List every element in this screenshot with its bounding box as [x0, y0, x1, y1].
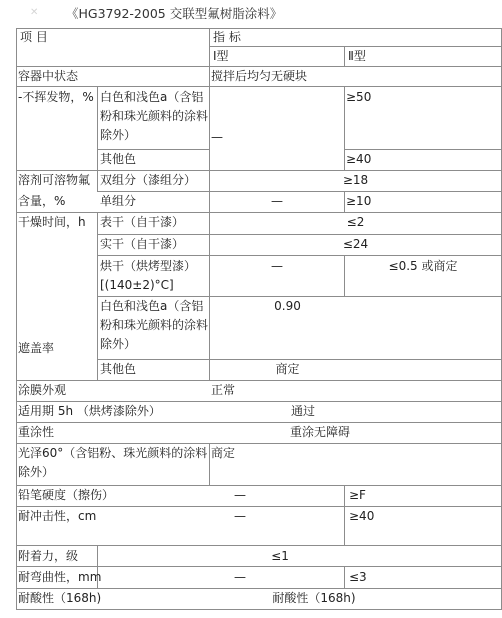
table-rule — [344, 86, 345, 170]
row-fluorine-type1: — — [271, 194, 283, 208]
row-fluorine-sub-two: 双组分（漆组分） — [100, 173, 197, 187]
row-gloss-value: 商定 — [211, 446, 236, 460]
table-rule — [344, 566, 345, 588]
row-nonvolatile-sub-other: 其他色 — [100, 152, 137, 166]
table-rule — [16, 545, 502, 546]
row-drying-bake-type2: ≤0.5 或商定 — [388, 259, 458, 273]
table-rule — [209, 443, 210, 485]
table-rule — [344, 191, 345, 212]
row-nonvolatile-type1: — — [211, 130, 223, 144]
row-bending-label: 耐弯曲性，mm — [18, 570, 102, 584]
row-recoat-label: 重涂性 — [18, 425, 55, 439]
row-pencil-type1: — — [234, 488, 246, 502]
row-fluorine-sub-one: 单组分 — [100, 194, 137, 208]
row-nonvolatile-type2-light: ≥50 — [346, 90, 372, 104]
document-title: 《HG3792-2005 交联型氟树脂涂料》 — [66, 6, 283, 21]
row-pencil-label: 铅笔硬度（擦伤） — [18, 488, 115, 502]
table-rule — [344, 485, 345, 545]
row-hiding-other-value: 商定 — [275, 362, 300, 376]
table-rule — [16, 28, 17, 609]
row-pencil-type2: ≥F — [349, 488, 366, 502]
row-pot-life-label: 适用期 5h （烘烤漆除外） — [18, 404, 161, 418]
row-acid-label: 耐酸性（168h) — [18, 591, 102, 605]
row-acid-value: 耐酸性（168h) — [272, 591, 356, 605]
table-rule — [16, 609, 502, 610]
row-container-state-value: 搅拌后均匀无硬块 — [211, 69, 308, 83]
row-hiding-sub-other: 其他色 — [100, 362, 137, 376]
row-drying-surface-value: ≤2 — [346, 215, 365, 229]
row-drying-hard: 实干（自干漆） — [100, 237, 185, 251]
row-fluorine-label-b: 含量，% — [18, 194, 66, 208]
row-bending-type1: — — [234, 570, 246, 584]
table-rule — [16, 380, 502, 381]
row-hiding-sub-light: 白色和浅色a（含铝粉和珠光颜料的涂料除外） — [100, 299, 209, 351]
header-item: 项 目 — [20, 30, 48, 44]
row-nonvolatile-label: -不挥发物，% — [18, 90, 94, 104]
table-rule — [16, 566, 502, 567]
row-impact-type2: ≥40 — [349, 509, 375, 523]
row-pot-life-value: 通过 — [290, 404, 315, 418]
row-nonvolatile-sub-light: 白色和浅色a（含铝粉和珠光颜料的涂料除外） — [100, 90, 209, 142]
row-recoat-value: 重涂无障碍 — [289, 425, 350, 439]
header-index: 指 标 — [213, 30, 241, 44]
row-drying-hard-value: ≤24 — [342, 237, 369, 251]
row-drying-bake-type1: — — [271, 259, 283, 273]
table-rule — [209, 86, 210, 380]
row-nonvolatile-type2-other: ≥40 — [346, 152, 372, 166]
row-impact-label: 耐冲击性，cm — [18, 509, 97, 523]
header-type-2: Ⅱ型 — [348, 49, 366, 63]
row-container-state-label: 容器中状态 — [18, 69, 79, 83]
header-type-1: Ⅰ型 — [213, 49, 229, 63]
row-fluorine-label-a: 溶剂可溶物氟 — [18, 173, 91, 187]
row-hiding-label: 遮盖率 — [18, 341, 55, 355]
row-appearance-value: 正常 — [211, 383, 236, 397]
row-bending-type2: ≤3 — [349, 570, 367, 584]
dropdown-mark-icon: ✕ — [30, 7, 39, 18]
row-impact-type1: — — [234, 509, 246, 523]
table-rule — [97, 86, 98, 191]
table-rule — [97, 212, 98, 380]
table-rule — [209, 28, 210, 86]
row-drying-label: 干燥时间，h — [18, 215, 86, 229]
row-adhesion-label: 附着力，级 — [18, 549, 79, 563]
table-rule — [16, 86, 502, 87]
row-hiding-light-value: 0.90 — [274, 299, 301, 313]
document-title-bar — [0, 0, 502, 28]
row-fluorine-value: ≥18 — [342, 173, 369, 187]
table-rule — [344, 46, 345, 66]
row-fluorine-type2: ≥10 — [346, 194, 372, 208]
row-adhesion-value: ≤1 — [271, 549, 289, 563]
row-gloss-label: 光泽60°（含铝粉、珠光颜料的涂料除外） — [18, 446, 208, 479]
row-drying-bake: 烘干（烘烤型漆）[(140±2)°C] — [100, 259, 197, 292]
row-appearance-label: 涂膜外观 — [18, 383, 67, 397]
row-drying-surface: 表干（自干漆） — [100, 215, 185, 229]
table-rule — [97, 255, 502, 256]
table-rule — [16, 28, 502, 29]
